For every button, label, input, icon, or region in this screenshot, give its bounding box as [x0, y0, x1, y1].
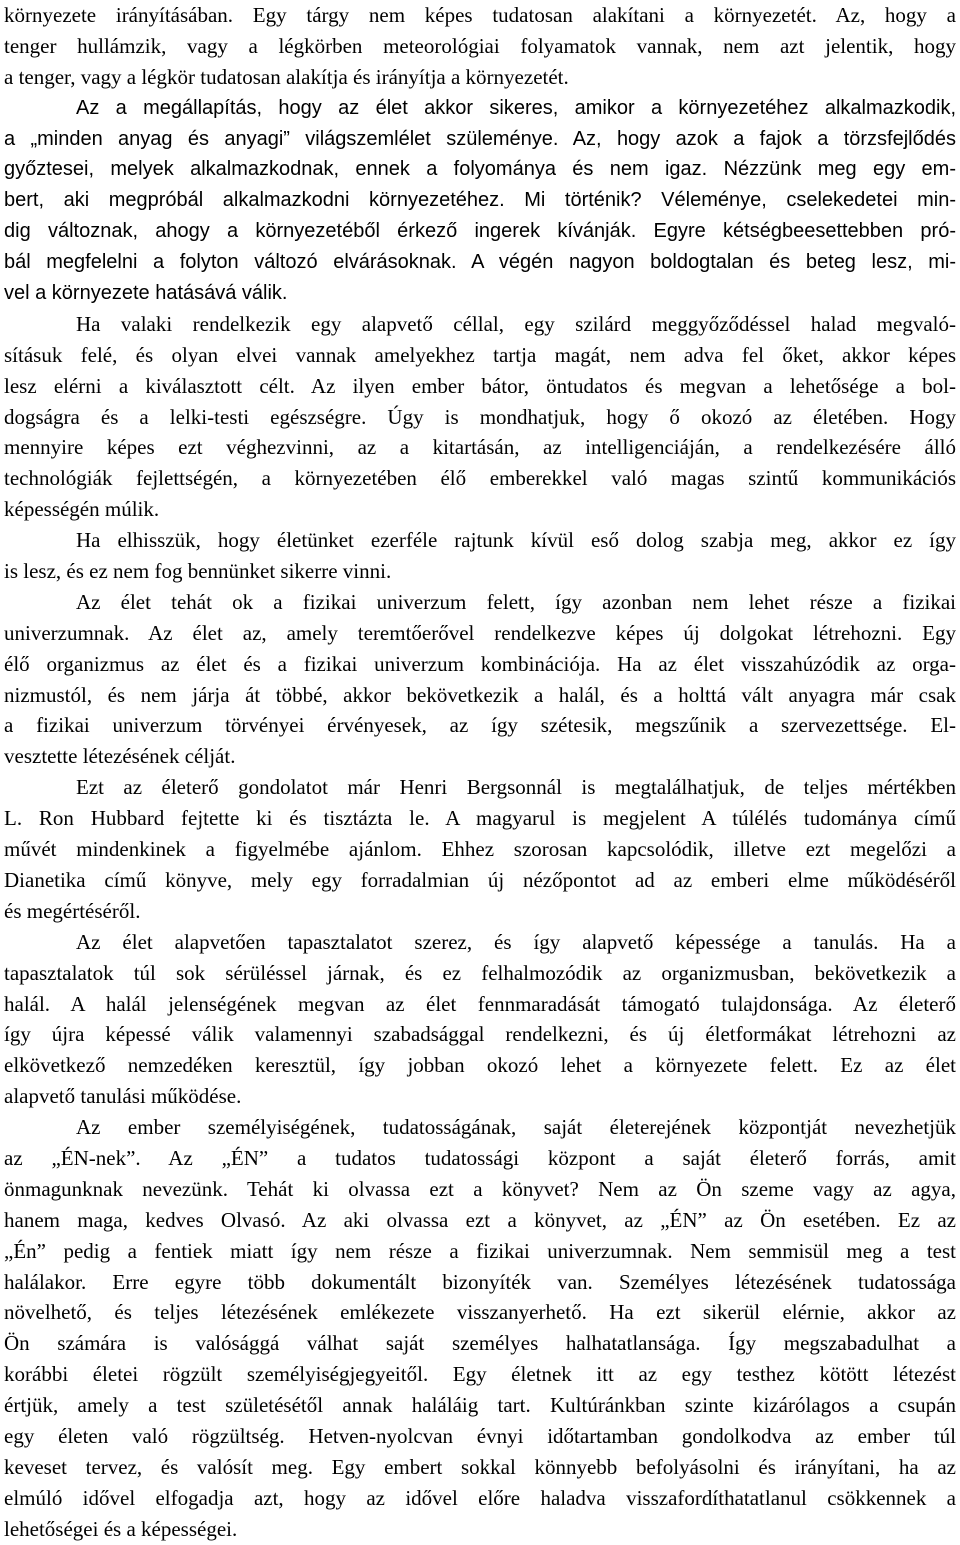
- text-line: hanem maga, kedves Olvasó. Az aki olvassa ezt a könyvet, az „ÉN” az Ön esetében. Ez az: [4, 1207, 956, 1232]
- text-line: vel a környezete hatásává válik.: [4, 282, 288, 305]
- text-line: egy életen való rögzültség. Hetven-nyolcvan évnyi időtartamban gondolkodva az ember túl: [4, 1423, 956, 1448]
- text-line: sításuk felé, és olyan elvei vannak amelyekhez tartja magát, nem adva fel őket, akkor képes: [4, 342, 956, 367]
- paragraph: [4, 772, 956, 926]
- text-line: bert, aki megpróbál alkalmazkodni környezetéhez. Mi történik? Véleménye, cselekedetei min-: [4, 189, 956, 212]
- paragraph: [4, 93, 956, 309]
- text-line: halálakor. Erre egyre több dokumentált bizonyíték van. Személyes létezésének tudatossága: [4, 1269, 956, 1294]
- text-line: elmúló idővel elfogadja azt, hogy az idővel előre haladva visszafordíthatatlanul csökkennek a: [4, 1485, 956, 1510]
- text-line: keveset tervez, és valósít meg. Egy embert sokkal könnyebb befolyásolni és irányítani, ha az: [4, 1454, 956, 1479]
- text-line: nizmustól, és nem járja át többé, akkor bekövetkezik a halál, és a holttá vált anyagra már csak: [4, 682, 956, 707]
- text-line: bál megfelelni a folyton változó elvárásoknak. A végén nagyon boldogtalan és beteg lesz, mi-: [4, 251, 956, 274]
- text-line: a „minden anyag és anyagi” világszemlélet szüleménye. Az, hogy azok a fajok a törzsfejlődés: [4, 127, 956, 150]
- paragraph: [4, 1112, 956, 1544]
- text-line: Az a megállapítás, hogy az élet akkor sikeres, amikor a környezetéhez alkalmazkodik,: [76, 96, 956, 119]
- text-line: halál. A halál jelenségének megvan az élet fennmaradását támogató tulajdonsága. Az életerő: [4, 991, 956, 1016]
- text-line: értjük, amely a test születésétől annak haláláig tart. Kultúránkban szinte kizárólagos a csupán: [4, 1393, 956, 1418]
- text-line: mennyire képes ezt véghezvinni, az a kitartásán, az intelligenciáján, a rendelkezésére álló: [4, 435, 956, 460]
- text-line: tapasztalatok túl sok sérüléssel járnak, és ez felhalmozódik az organizmusban, bekövetkezik a: [4, 960, 956, 985]
- text-line: önmagunknak nevezünk. Tehát ki olvassa ezt a könyvet? Nem az Ön szeme vagy az agya,: [4, 1176, 956, 1201]
- paragraph: [4, 927, 956, 1112]
- text-line: növelhető, és teljes létezésének emlékezete visszanyerhető. Ha ezt sikerül elérnie, akkor az: [4, 1300, 956, 1325]
- text-line: Ön számára is valósággá válhat saját személyes halhatatlansága. Így megszabadulhat a: [4, 1331, 956, 1356]
- text-line: L. Ron Hubbard fejtette ki és tisztázta le. A magyarul is megjelent A túlélés tudománya című: [4, 806, 956, 831]
- text-line: a tenger, vagy a légkör tudatosan alakítja és irányítja a környezetét.: [4, 64, 569, 89]
- text-line: dogságra és a lelki-testi egészségre. Úgy is mondhatjuk, hogy ő okozó az életében. Hogy: [4, 404, 956, 429]
- text-line: lehetőségei és a képességei.: [4, 1516, 238, 1541]
- text-line: „Én” pedig a fentiek miatt így nem része a fizikai univerzumnak. Nem semmisül meg a test: [4, 1238, 956, 1263]
- text-line: a fizikai univerzum törvényei érvényesek, az így szétesik, megszűnik a szervezettsége. El-: [4, 713, 956, 738]
- text-line: Dianetika című könyve, mely egy forradalmian új nézőpontot ad az emberi elme működéséről: [4, 867, 956, 892]
- text-line: így újra képessé válik valamennyi szabadsággal rendelkezni, és új életformákat létrehozni az: [4, 1022, 956, 1047]
- text-line: élő organizmus az élet és a fizikai univerzum kombinációja. Ha az élet visszahúzódik az orga-: [4, 651, 956, 676]
- text-line: univerzumnak. Az élet az, amely teremtőerővel rendelkezve képes új dolgokat létrehozni. Egy: [4, 620, 956, 645]
- text-line: győztesei, melyek alkalmazkodnak, ennek a folyománya és nem igaz. Nézzünk meg egy em-: [4, 158, 956, 181]
- paragraph: [4, 0, 956, 93]
- text-line: környezete irányításában. Egy tárgy nem képes tudatosan alakítani a környezetét. Az, hogy a: [4, 3, 956, 27]
- text-line: dig változnak, ahogy a környezetéből érkező ingerek kívánják. Egyre kétségbeesettebben pró-: [4, 220, 956, 243]
- text-line: képességén múlik.: [4, 497, 160, 522]
- text-line: Az élet tehát ok a fizikai univerzum felett, így azonban nem lehet része a fizikai: [76, 589, 956, 614]
- text-line: elkövetkező nemzedéken keresztül, így jobban okozó lehet a környezete felett. Ez az élet: [4, 1053, 956, 1078]
- paragraph: [4, 309, 956, 525]
- paragraph: [4, 525, 956, 587]
- text-line: Az élet alapvetően tapasztalatot szerez, és így alapvető képessége a tanulás. Ha a: [76, 929, 956, 954]
- text-line: és megértéséről.: [4, 898, 141, 923]
- text-line: is lesz, és ez nem fog bennünket sikerre vinni.: [4, 559, 392, 584]
- text-line: Ha valaki rendelkezik egy alapvető céllal, egy szilárd meggyőződéssel halad megvaló-: [76, 311, 956, 336]
- text-line: tenger hullámzik, vagy a légkörben meteorológiai folyamatok vannak, nem azt jelentik, hogy: [4, 33, 956, 58]
- text-line: alapvető tanulási működése.: [4, 1084, 242, 1109]
- text-line: technológiák fejlettségén, a környezetében élő emberekkel való magas szintű kommunikációs: [4, 466, 956, 491]
- text-line: az „ÉN-nek”. Az „ÉN” a tudatos tudatossági központ a saját életerő forrás, amit: [4, 1145, 956, 1170]
- text-line: korábbi életei rögzült személyiségjegyeitől. Egy életnek itt az egy testhez kötött létezést: [4, 1362, 956, 1387]
- text-line: vesztette létezésének célját.: [4, 744, 236, 769]
- text-line: Ezt az életerő gondolatot már Henri Bergsonnál is megtalálhatjuk, de teljes mértékben: [76, 775, 956, 800]
- text-line: Ha elhisszük, hogy életünket ezerféle rajtunk kívül eső dolog szabja meg, akkor ez így: [76, 528, 956, 553]
- text-line: Az ember személyiségének, tudatosságának, saját életerejének központját nevezhetjük: [76, 1115, 956, 1140]
- text-line: lesz elérni a kiválasztott célt. Az ilyen ember bátor, öntudatos és megvan a lehetősége a bol-: [4, 373, 956, 398]
- text-line: művét mindenkinek a figyelmébe ajánlom. Ehhez szorosan kapcsolódik, illetve ezt megelőzi a: [4, 837, 956, 862]
- paragraph: [4, 587, 956, 772]
